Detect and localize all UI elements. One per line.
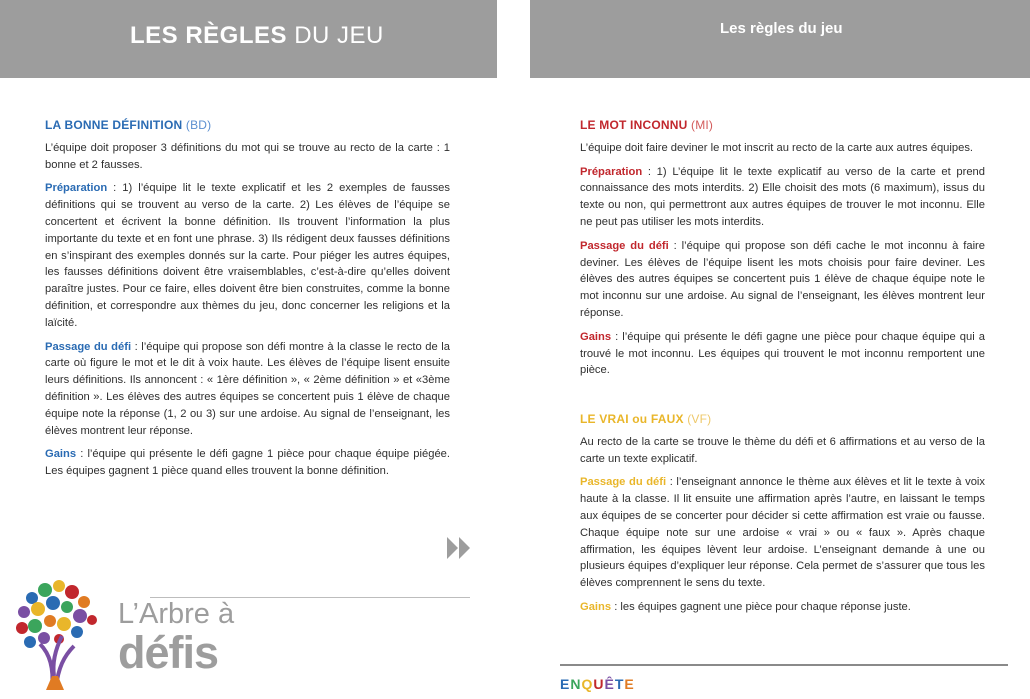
mi-passage	[580, 238, 985, 322]
gains-label: Gains	[580, 600, 612, 613]
mi-preparation	[580, 164, 985, 231]
passage-label: Passage du défi	[45, 340, 132, 353]
banner-title-light: DU JEU	[287, 22, 384, 49]
right-page	[530, 0, 1030, 699]
logo-line1: L’Arbre à	[118, 598, 235, 630]
left-banner-title	[130, 22, 384, 50]
preparation-label: Préparation	[580, 165, 643, 178]
title-text: LE MOT INCONNU	[580, 118, 688, 132]
passage-text: : l’équipe qui propose son défi montre à la classe le recto de la carte où figure le mot et le dit à voix haute. Les élèves de l’équipe lisent ensuite leurs définitions. Ils annoncent : « 1ère définition », « 2ème définition » et «3ème définition ». Les élèves des autres équipes se concertent puis 1 élève de chaque équipe note la réponse (1, 2 ou 3) sur une ardoise. Au signal de l’enseignant, les élèves montrent leur réponse.	[45, 340, 450, 437]
section-title-bd	[45, 117, 450, 134]
right-header-banner	[530, 0, 1030, 78]
banner-title-bold: LES RÈGLES	[130, 22, 288, 49]
gains-text: : les équipes gagnent une pièce pour chaque réponse juste.	[611, 600, 911, 613]
gains-text: : l’équipe qui présente le défi gagne 1 pièce pour chaque équipe piégée. Les équipes gagnent 1 pièce quand elles trouvent la bonne définition.	[45, 448, 450, 478]
title-text: LA BONNE DÉFINITION	[45, 118, 183, 132]
double-chevron-right-icon[interactable]	[447, 537, 473, 564]
vf-gains	[580, 599, 985, 616]
bd-intro: L’équipe doit proposer 3 définitions du mot qui se trouve au recto de la carte : 1 bonne et 2 fausses.	[45, 141, 450, 171]
vf-passage	[580, 474, 985, 592]
gains-label: Gains	[45, 448, 77, 461]
title-code: (VF)	[683, 412, 712, 426]
right-banner-title: Les règles du jeu	[720, 20, 843, 37]
passage-label: Passage du défi	[580, 476, 667, 489]
gains-label: Gains	[580, 330, 612, 343]
title-code: (MI)	[687, 118, 714, 132]
title-code: (BD)	[182, 118, 212, 132]
vf-intro: Au recto de la carte se trouve le thème du défi et 6 affirmations et au verso de la carte un texte explicatif.	[580, 435, 985, 465]
bd-gains	[45, 446, 450, 480]
preparation-label: Préparation	[45, 182, 108, 195]
section-bonne-definition	[45, 117, 450, 487]
passage-label: Passage du défi	[580, 239, 669, 252]
preparation-text: : 1) l’équipe lit le texte explicatif et les 2 exemples de fausses définitions qui se trouvent au verso de la carte. 2) Les élèves de l’équipe se concertent et écrivent la bonne définition. Ils trouvent l’information la plus importante du texte et en font une phrase. 3) Ils rédigent deux fausses définitions en s’inspirant des exemples donnés sur la carte. Pour piéger les autres équipes, les fausses définitions doivent être vraisemblables, c’est-à-dire qu’elles doivent paraître justes. Pour ce faire, elles doivent être bien construites, comme la bonne définition, et correspondre aux thèmes du jeu, donc concerner les religions et la laïcité.	[45, 182, 450, 329]
tree-logo-icon	[12, 576, 117, 696]
left-header-banner	[0, 0, 497, 78]
section-title-vf	[580, 411, 985, 428]
bd-preparation	[45, 180, 450, 331]
left-page	[0, 0, 505, 699]
section-title-mi	[580, 117, 985, 134]
footer-divider	[560, 664, 1008, 666]
logo-line2: défis	[118, 627, 219, 678]
footer-enquete-label: ENQUÊTE	[560, 676, 635, 692]
preparation-text: : 1) L’équipe lit le texte explicatif au verso de la carte et prend connaissance des mots interdits. 2) Elle choisit des mots (6 maximum), issus du texte ou non, qui permettront aux autres équipes de trouver le mot inconnu. Elle ne peut pas utiliser les mots interdits.	[580, 165, 985, 228]
passage-text: : l’enseignant annonce le thème aux élèves et lit le texte à voix haute à la classe. Il lit ensuite une affirmation après l’autre, en laissant le temps aux équipes de se concerter pour décider si cette affirmation est vraie ou fausse. Chaque équipe note sur une ardoise « vrai » ou « faux ». Après chaque affirmation, les équipes lèvent leur ardoise. L’enseignant demande à une ou plusieurs équipes d’expliquer leur réponse. Cela permet de s’assurer que tous les élèves comprennent le sens du texte.	[580, 476, 985, 590]
passage-text: : l’équipe qui propose son défi cache le mot inconnu à faire deviner. Les élèves de l’équipe lisent les mots choisis pour faire deviner. Les élèves des autres équipes se concertent puis 1 élève de chaque équipe note le mot inconnu sur une ardoise. Au signal de l’enseignant, les élèves montrent leur réponse.	[580, 239, 985, 319]
section-mot-inconnu	[580, 117, 985, 386]
bd-passage	[45, 339, 450, 440]
gains-text: : l’équipe qui présente le défi gagne une pièce pour chaque équipe qui a trouvé le mot inconnu. Les équipes qui trouvent le mot inconnu remportent une pièce.	[580, 330, 985, 377]
section-vrai-ou-faux	[580, 411, 985, 623]
page-gutter	[505, 0, 530, 699]
mi-gains	[580, 329, 985, 379]
title-text: LE VRAI ou FAUX	[580, 412, 684, 426]
mi-intro: L’équipe doit faire deviner le mot inscrit au recto de la carte aux autres équipes.	[580, 141, 974, 154]
